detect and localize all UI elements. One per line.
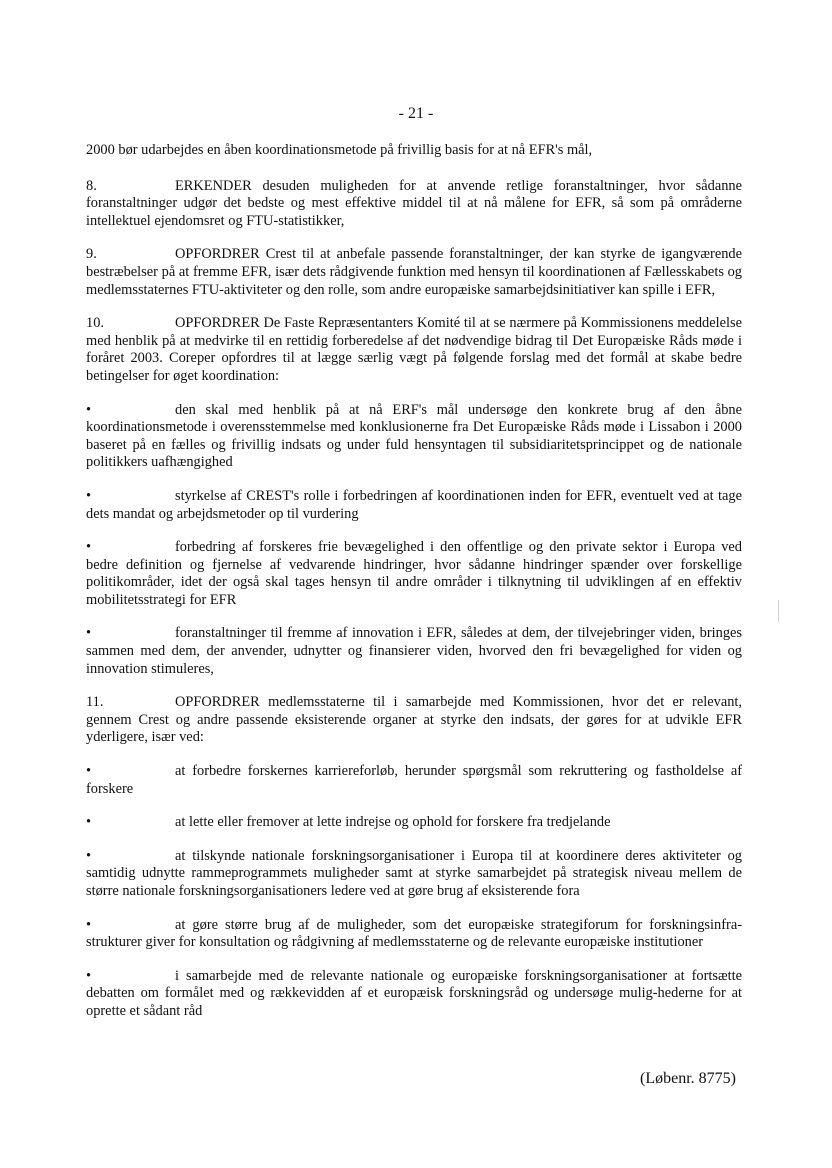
bullet-item xyxy=(86,402,742,472)
paragraph-number: 10. xyxy=(86,315,104,332)
paragraph-11 xyxy=(86,694,742,747)
bullet-item xyxy=(86,968,742,1021)
paragraph-text: OPFORDRER Crest til at anbefale passende foranstaltninger, der kan styrke de igangværende bestræbelser på at fremme EFR, især dets rådgivende funktion med hensyn til koordinationen af Fællesskabets og medlemsstaternes FTU-aktiviteter og den rolle, som andre europæiske samarbejdsinitiativer kan spille i EFR, xyxy=(86,246,742,298)
document-reference: (Løbenr. 8775) xyxy=(640,1070,736,1087)
paragraph-text: ERKENDER desuden muligheden for at anvende retlige foranstaltninger, hvor sådanne foranstaltninger udgør det bedste og mest effektive middel til at nå målene for EFR, så som på områderne intellektuel ejendomsret og FTU-statistikker, xyxy=(86,177,742,229)
bullet-marker: • xyxy=(86,916,92,933)
bullet-item xyxy=(86,539,742,609)
bullet-text: i samarbejde med de relevante nationale og europæiske forskningsorganisationer at fortsætte debatten om formålet med og rækkevidden af et europæisk forskningsråd og undersøge mulig-hederne for at oprette et sådant råd xyxy=(86,967,742,1019)
paragraph-number: 11. xyxy=(86,694,104,711)
paragraph-8 xyxy=(86,178,742,231)
paragraph-text: OPFORDRER De Faste Repræsentanters Komité til at se nærmere på Kommissionens meddelelse med henblik på at medvirke til en rettidig forberedelse af det nødvendige bidrag til Det Europæiske Råds møde i foråret 2003. Coreper opfordres til at lægge særlig vægt på følgende forslag med det formål at skabe bedre betingelser for øget koordination: xyxy=(86,315,742,384)
bullet-marker: • xyxy=(86,763,92,780)
bullet-text: forbedring af forskeres frie bevægelighed i den offentlige og den private sektor i Europa ved bedre definition og fjernelse af vedvarende hindringer, hvor sådanne hindringer spænder over forskellige politikområder, idet der også skal tages hensyn til andre områder i tilknytning til udviklingen af en effektiv mobilitetsstrategi for EFR xyxy=(86,539,742,608)
bullet-marker: • xyxy=(86,487,92,504)
bullet-text: at tilskynde nationale forskningsorganisationer i Europa til at koordinere deres aktiviteter og samtidig udnytte rammeprogrammets muligheder samt at styrke samarbejdet på strategisk niveau mellem de større nationale forskningsorganisationers ledere ved at gøre brug af eksisterende fora xyxy=(86,847,742,899)
bullet-text: at gøre større brug af de muligheder, som det europæiske strategiforum for forskningsinfra-strukturer giver for konsultation og rådgivning af medlemsstaterne og de relevante europæiske institutioner xyxy=(86,916,742,951)
paragraph-number: 8. xyxy=(86,177,97,194)
bullet-item xyxy=(86,625,742,678)
document-body xyxy=(86,142,742,1037)
bullet-marker: • xyxy=(86,539,92,556)
bullet-item xyxy=(86,814,742,832)
bullet-text: foranstaltninger til fremme af innovation i EFR, således at dem, der tilvejebringer viden, bringes sammen med dem, der anvender, udnytter og finansierer viden, hvorved den fri bevægelighed for viden og innovation stimuleres, xyxy=(86,625,742,677)
bullet-item xyxy=(86,488,742,523)
paragraph-text: 2000 bør udarbejdes en åben koordinationsmetode på frivillig basis for at nå EFR's mål, xyxy=(86,142,593,158)
paragraph-continuation xyxy=(86,142,742,160)
paragraph-9 xyxy=(86,246,742,299)
bullet-item xyxy=(86,917,742,952)
bullet-marker: • xyxy=(86,401,92,418)
paragraph-10 xyxy=(86,315,742,385)
bullet-marker: • xyxy=(86,625,92,642)
page-number: - 21 - xyxy=(398,105,434,122)
bullet-text: styrkelse af CREST's rolle i forbedringen af koordinationen inden for EFR, eventuelt ved at tage dets mandat og arbejdsmetoder op til vurdering xyxy=(86,487,742,522)
paragraph-text: OPFORDRER medlemsstaterne til i samarbejde med Kommissionen, hvor det er relevant, gennem Crest og andre passende eksisterende organer at styrke den indsats, der gøres for at udvikle EFR yderligere, især ved: xyxy=(86,694,742,746)
bullet-marker: • xyxy=(86,814,92,831)
scan-artifact xyxy=(778,600,779,622)
bullet-marker: • xyxy=(86,847,92,864)
paragraph-number: 9. xyxy=(86,246,97,263)
bullet-text: at lette eller fremover at lette indrejse og ophold for forskere fra tredjelande xyxy=(175,814,611,831)
bullet-item xyxy=(86,763,742,798)
bullet-text: den skal med henblik på at nå ERF's mål undersøge den konkrete brug af den åbne koordinationsmetode i overensstemmelse med konklusionerne fra Det Europæiske Råds møde i Lissabon i 2000 baseret på en fælles og frivillig indsats og under fuld hensyntagen til subsidiaritetsprincippet og de nationale politikkers uafhængighed xyxy=(86,401,742,471)
bullet-marker: • xyxy=(86,967,92,984)
bullet-item xyxy=(86,848,742,901)
bullet-text: at forbedre forskernes karriereforløb, herunder spørgsmål som rekruttering og fastholdelse af forskere xyxy=(86,763,742,797)
